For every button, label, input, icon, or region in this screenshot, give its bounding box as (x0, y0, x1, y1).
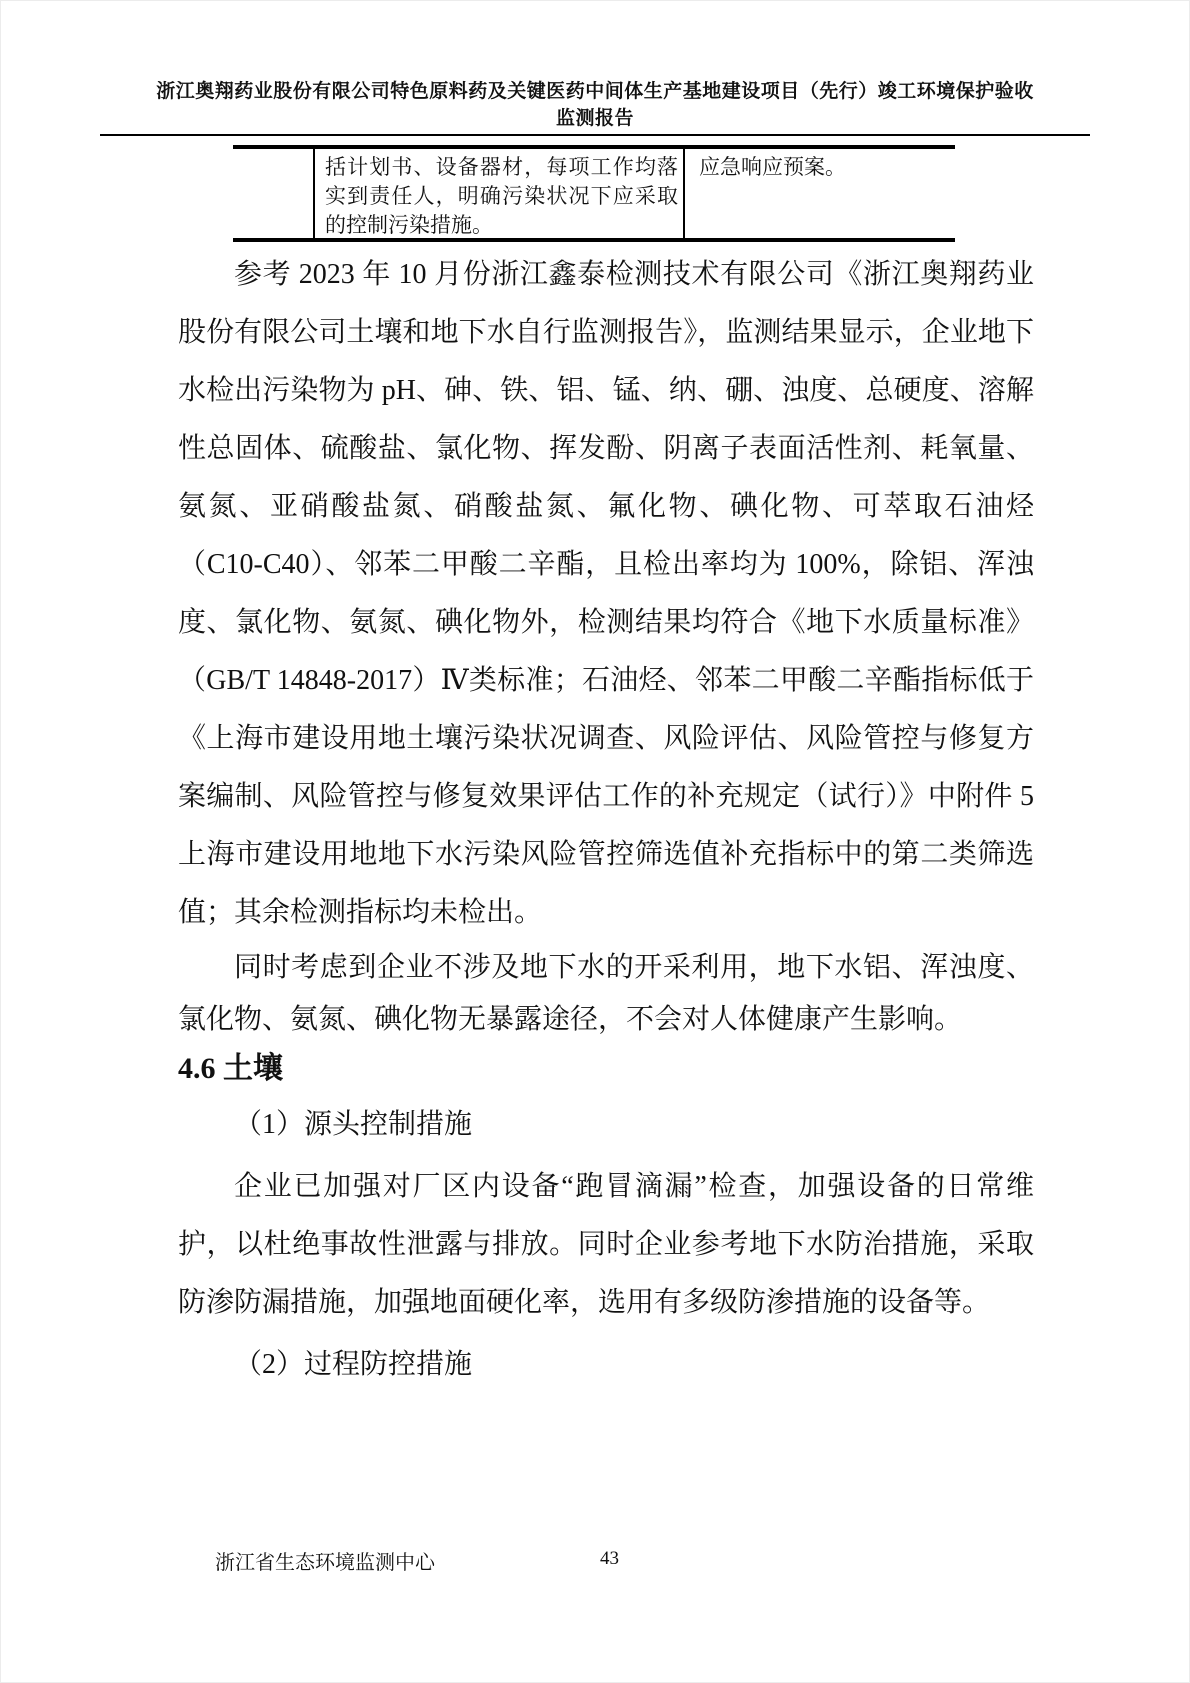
header-divider-rule (100, 134, 1090, 136)
body-text-block (178, 246, 1034, 1384)
subitem-source-control: （1）源头控制措施 (234, 1109, 473, 1140)
paragraph-groundwater-exposure: 同时考虑到企业不涉及地下水的开采利用，地下水铝、浑浊度、氯化物、氨氮、碘化物无暴露途径，不会对人体健康产生影响。 (178, 952, 1034, 1035)
section-heading-4-6-soil: 4.6 土壤 (178, 1052, 283, 1085)
table-cell-empty (233, 149, 313, 238)
continued-table (233, 145, 955, 242)
paragraph-groundwater-monitoring: 参考 2023 年 10 月份浙江鑫泰检测技术有限公司《浙江奥翔药业股份有限公司土壤和地下水自行监测报告》，监测结果显示，企业地下水检出污染物为 pH、砷、铁、铝、锰、纳、硼、浊度、总硬度、溶解性总固体、硫酸盐、氯化物、挥发酚、阴离子表面活性剂、耗氧量、氨氮、亚硝酸盐氮、硝酸盐氮、氟化物、碘化物、可萃取石油烃（C10-C40）、邻苯二甲酸二辛酯，且检出率均为 100%，除铝、浑浊度、氯化物、氨氮、碘化物外，检测结果均符合《地下水质量标准》（GB/T 14848-2017）Ⅳ类标准；石油烃、邻苯二甲酸二辛酯指标低于《上海市建设用地土壤污染状况调查、风险评估、风险管控与修复方案编制、风险管控与修复效果评估工作的补充规定（试行）》中附件 5 上海市建设用地地下水污染风险管控筛选值补充指标中的第二类筛选值；其余检测指标均未检出。 (178, 259, 1034, 928)
footer-page-number: 43 (600, 1548, 619, 1569)
paragraph-soil-source-control: 企业已加强对厂区内设备“跑冒滴漏”检查，加强设备的日常维护，以杜绝事故性泄露与排放。同时企业参考地下水防治措施，采取防渗防漏措施，加强地面硬化率，选用有多级防渗措施的设备等。 (178, 1171, 1034, 1318)
table-cell-emergency-plan: 应急响应预案。 (683, 149, 955, 238)
table-cell-measures: 括计划书、设备器材，每项工作均落实到责任人，明确污染状况下应采取的控制污染措施。 (313, 149, 683, 238)
page-header-title: 浙江奥翔药业股份有限公司特色原料药及关键医药中间体生产基地建设项目（先行）竣工环境保护验收监测报告 (156, 81, 1034, 129)
footer-organization: 浙江省生态环境监测中心 (215, 1552, 435, 1574)
subitem-process-control: （2）过程防控措施 (234, 1349, 473, 1380)
